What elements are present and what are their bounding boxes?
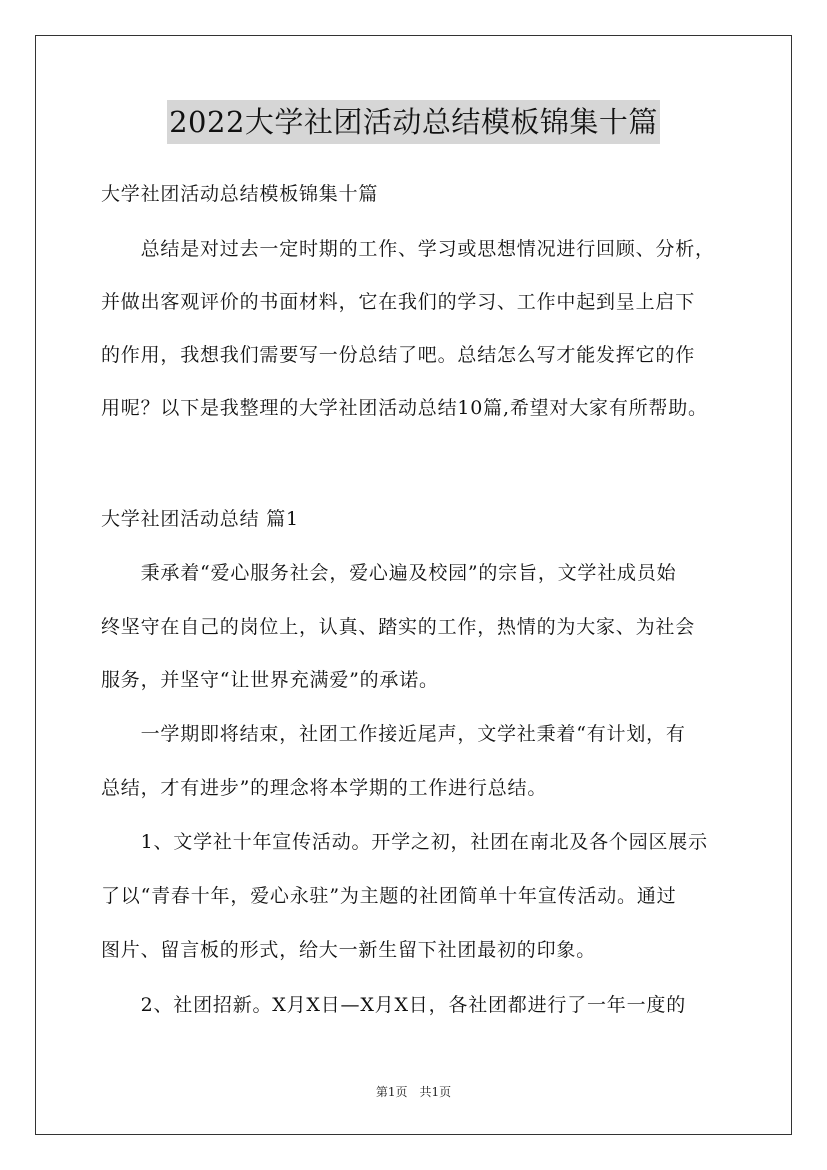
text-line: 了以“青春十年，爱心永驻”为主题的社团简单十年宣传活动。通过	[101, 885, 677, 907]
text-line: 用呢？以下是我整理的大学社团活动总结10篇,希望对大家有所帮助。	[101, 397, 708, 419]
text-line: 秉承着“爱心服务社会，爱心遍及校园”的宗旨，文学社成员始	[101, 562, 677, 584]
section-heading: 大学社团活动总结 篇1	[101, 508, 299, 530]
document-title: 2022大学社团活动总结模板锦集十篇	[167, 100, 660, 144]
text-line: 的作用，我想我们需要写一份总结了吧。总结怎么写才能发挥它的作	[101, 344, 696, 366]
title-container	[0, 100, 827, 144]
text-line: 总结，才有进步”的理念将本学期的工作进行总结。	[101, 777, 548, 799]
text-line: 一学期即将结束，社团工作接近尾声，文学社秉着“有计划，有	[101, 723, 686, 745]
page-footer: 第1页 共1页	[375, 1085, 452, 1099]
text-line: 图片、留言板的形式，给大一新生留下社团最初的印象。	[101, 939, 597, 961]
text-line: 2、社团招新。X月X日—X月X日，各社团都进行了一年一度的	[101, 994, 686, 1016]
intro-heading: 大学社团活动总结模板锦集十篇	[101, 183, 379, 205]
text-line: 终坚守在自己的岗位上，认真、踏实的工作，热情的为大家、为社会	[101, 616, 696, 638]
text-line: 总结是对过去一定时期的工作、学习或思想情况进行回顾、分析，	[101, 238, 715, 260]
text-line: 1、文学社十年宣传活动。开学之初，社团在南北及各个园区展示	[101, 831, 708, 853]
text-line: 并做出客观评价的书面材料，它在我们的学习、工作中起到呈上启下	[101, 291, 696, 313]
text-line: 服务，并坚守“让世界充满爱”的承诺。	[101, 669, 439, 691]
